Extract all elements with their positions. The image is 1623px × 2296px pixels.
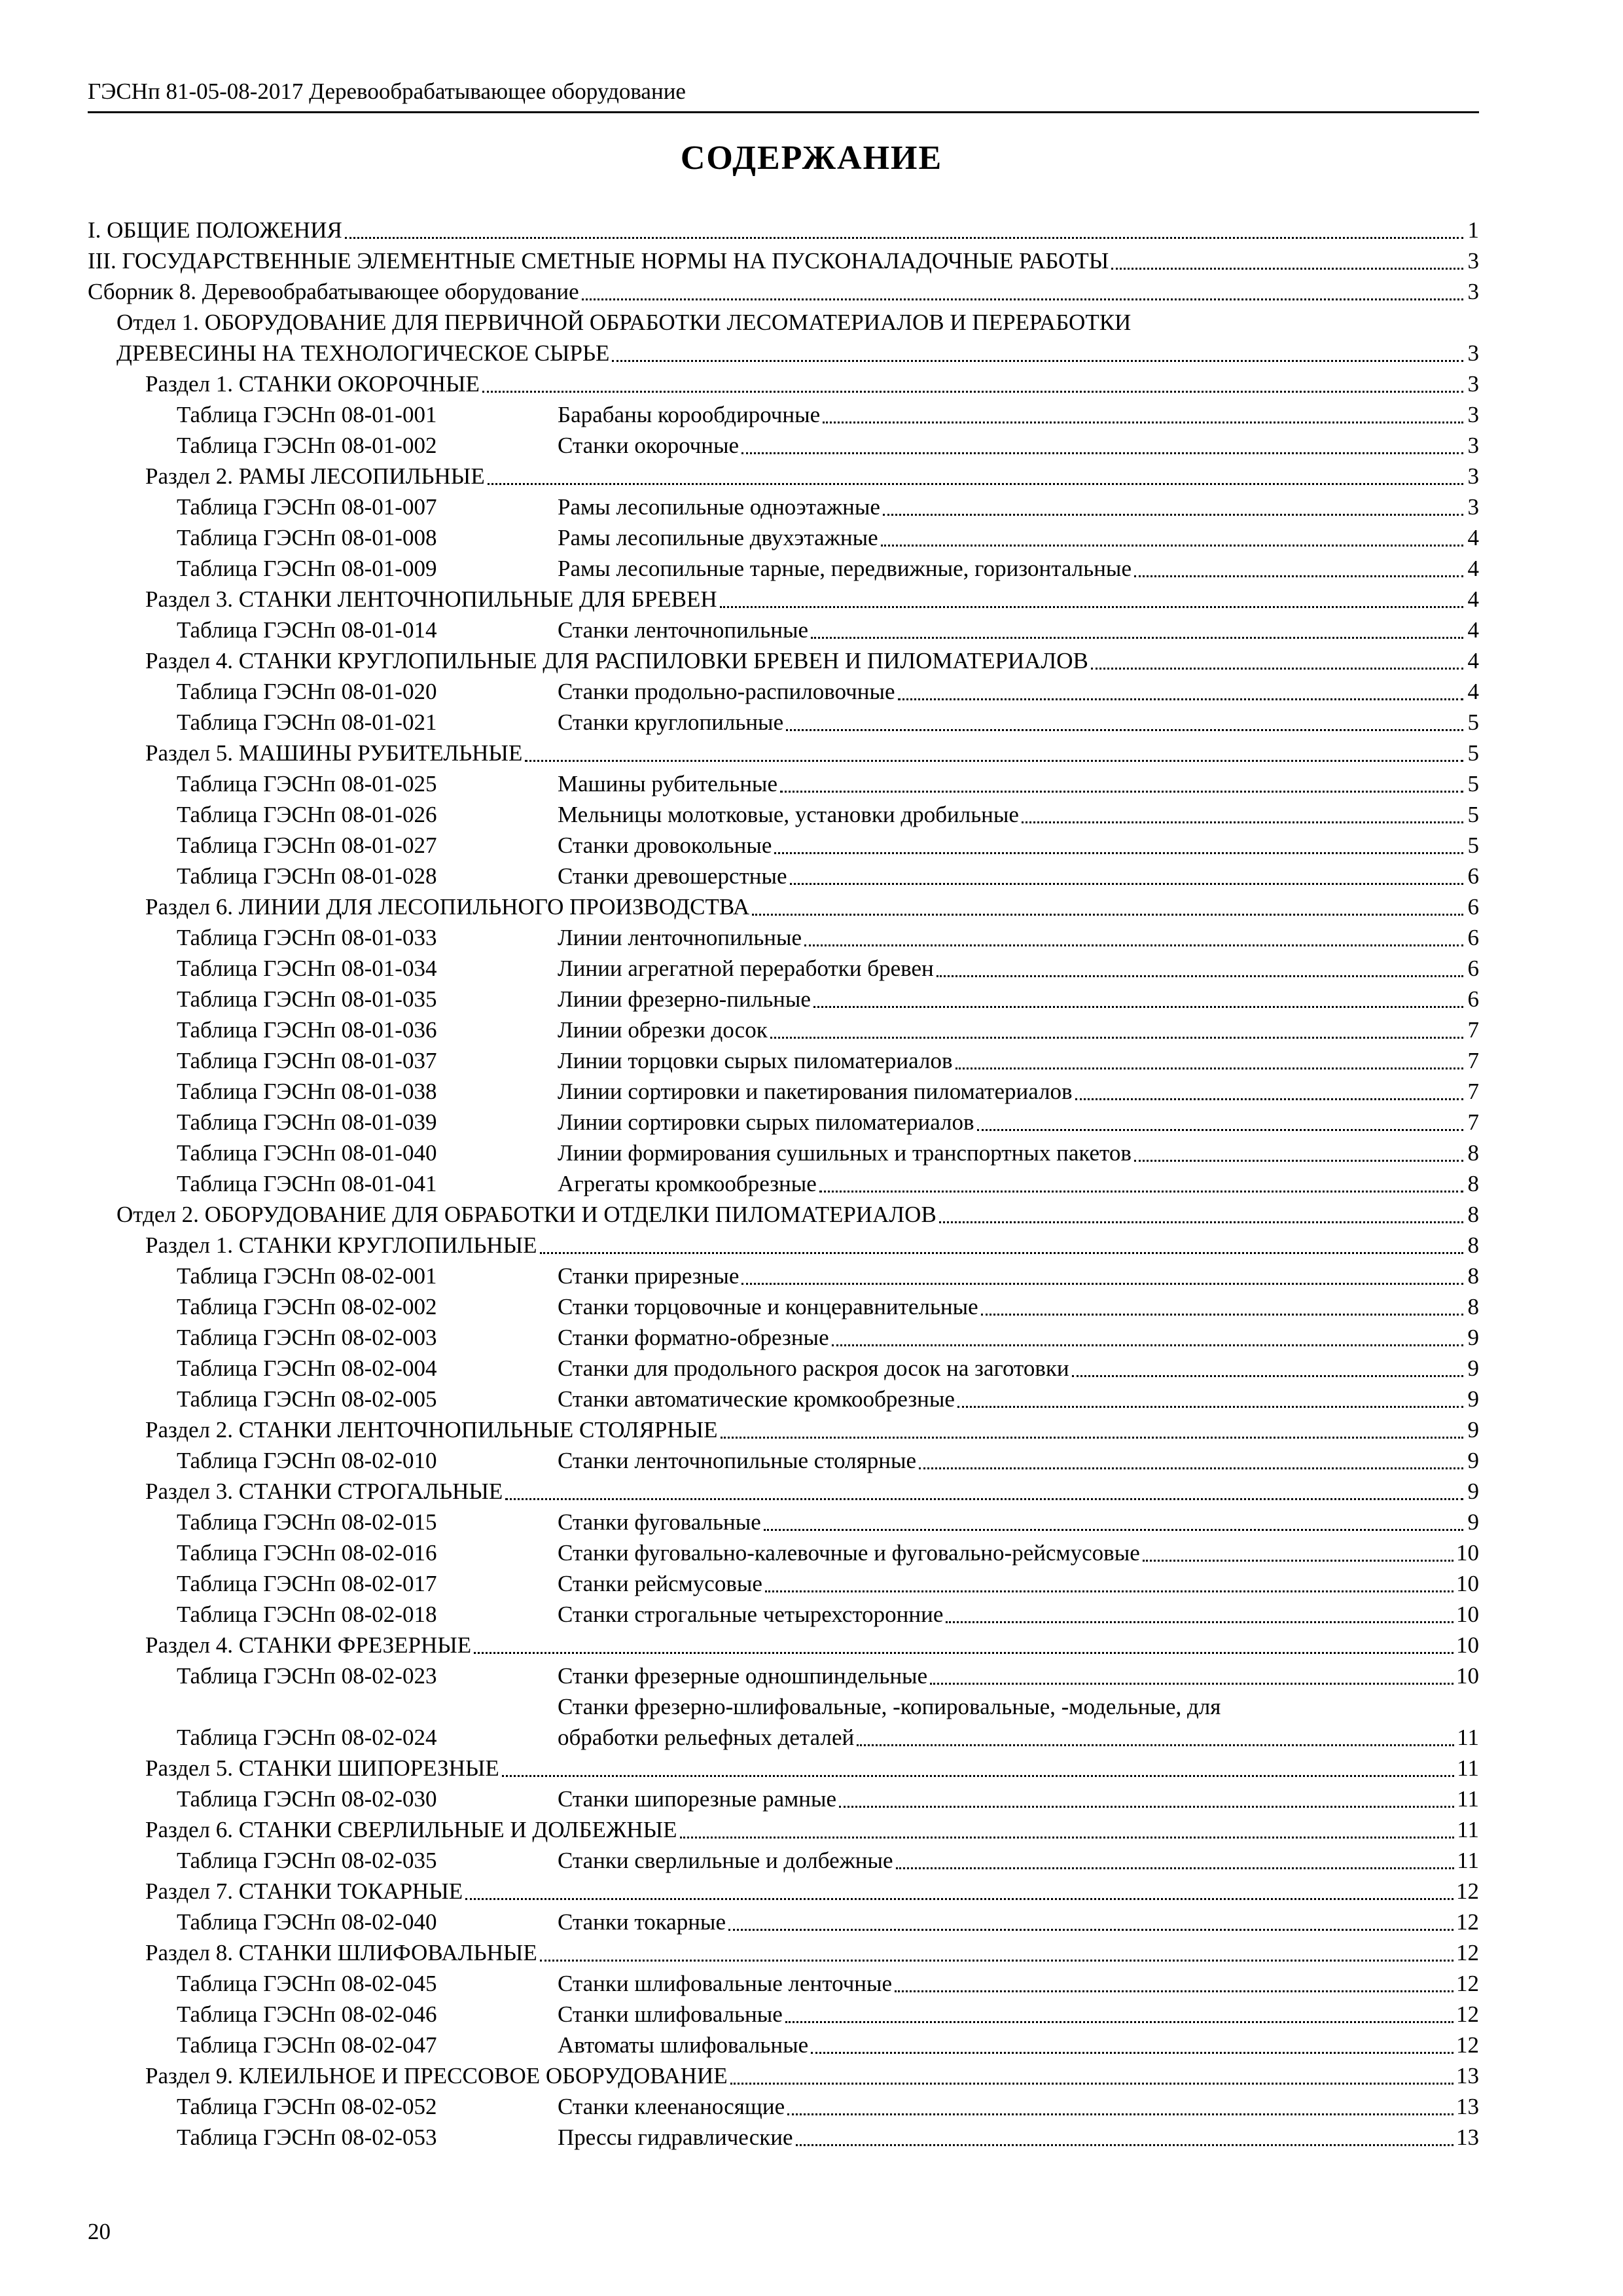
toc-section-entry[interactable] [88,645,1479,676]
toc-section-entry[interactable] [88,1753,1479,1784]
dot-leader [832,1344,1463,1346]
toc-entry-page: 6 [1467,894,1479,920]
toc-table-entry[interactable] [88,707,1479,738]
toc-section-entry[interactable] [88,1414,1479,1445]
toc-entry-page: 9 [1467,1509,1479,1535]
toc-entry-title: Раздел 3. СТАНКИ ЛЕНТОЧНОПИЛЬНЫЕ ДЛЯ БРЕВЕН [145,586,717,612]
toc-entry-title: Раздел 1. СТАНКИ КРУГЛОПИЛЬНЫЕ [145,1232,537,1258]
toc-table-entry[interactable] [88,1660,1479,1691]
toc-entry-title-continued: обработки рельефных деталей [558,1725,855,1750]
toc-section-entry[interactable] [88,215,1479,245]
toc-entry-code: Таблица ГЭСНп 08-01-028 [177,863,437,889]
toc-entry-code: Таблица ГЭСНп 08-02-053 [177,2125,437,2150]
toc-section-entry[interactable] [88,1230,1479,1261]
dot-leader [1022,821,1463,823]
toc-entry-code: Таблица ГЭСНп 08-01-034 [177,956,437,981]
toc-entry-title: Раздел 5. МАШИНЫ РУБИТЕЛЬНЫЕ [145,740,523,766]
toc-entry-page: 8 [1467,1232,1479,1258]
toc-entry-title: Линии ленточнопильные [558,925,802,950]
toc-entry-code: Таблица ГЭСНп 08-01-027 [177,833,437,858]
toc-table-entry[interactable] [88,1691,1479,1753]
toc-entry-title: Станки шлифовальные ленточные [558,1971,893,1996]
toc-entry-code: Таблица ГЭСНп 08-01-033 [177,925,437,950]
toc-entry-title: Станки прирезные [558,1263,740,1289]
toc-entry-page: 5 [1467,833,1479,858]
toc-entry-page: 8 [1467,1171,1479,1196]
toc-entry-title: Мельницы молотковые, установки дробильные [558,802,1019,827]
toc-entry-code: Таблица ГЭСНп 08-01-002 [177,433,437,458]
toc-entry-title: Автоматы шлифовальные [558,2032,809,2058]
toc-table-entry[interactable] [88,1107,1479,1138]
dot-leader [813,1006,1463,1008]
toc-entry-page: 8 [1467,1202,1479,1227]
dot-leader [881,545,1463,547]
dot-leader [1091,668,1463,670]
dot-leader [474,1652,1454,1654]
toc-entry-title: Станки шлифовальные [558,2001,783,2027]
dot-leader [1134,1160,1463,1162]
toc-entry-page: 4 [1467,556,1479,581]
toc-entry-page: 10 [1456,1632,1479,1658]
toc-table-entry[interactable] [88,522,1479,553]
toc-entry-code: Таблица ГЭСНп 08-02-047 [177,2032,437,2058]
toc-entry-title: Барабаны корообдирочные [558,402,821,427]
toc-table-entry[interactable] [88,1999,1479,2030]
toc-table-entry[interactable] [88,799,1479,830]
dot-leader [1134,575,1463,577]
toc-entry-title: Станки фуговально-калевочные и фуговально-рейсмусовые [558,1540,1140,1566]
toc-entry-page: 3 [1467,463,1479,489]
toc-entry-title: Раздел 7. СТАНКИ ТОКАРНЫЕ [145,1878,463,1904]
dot-leader [936,975,1463,977]
dot-leader [1075,1098,1463,1100]
toc-entry-code: Таблица ГЭСНп 08-02-002 [177,1294,437,1319]
toc-entry-code: Таблица ГЭСНп 08-02-003 [177,1325,437,1350]
toc-table-entry[interactable] [88,1138,1479,1168]
toc-entry-title: Станки форматно-обрезные [558,1325,829,1350]
dot-leader [540,1252,1463,1254]
dot-leader [741,1283,1463,1285]
toc-entry-page: 4 [1467,648,1479,673]
toc-table-entry[interactable] [88,1445,1479,1476]
toc-table-entry[interactable] [88,1537,1479,1568]
dot-leader [898,698,1464,700]
dot-leader [857,1744,1454,1746]
toc-table-entry[interactable] [88,615,1479,645]
toc-section-entry[interactable] [88,245,1479,276]
toc-section-entry[interactable] [88,1876,1479,1907]
toc-entry-title: Станки сверлильные и долбежные [558,1848,893,1873]
toc-entry-title: Рамы лесопильные тарные, передвижные, горизонтальные [558,556,1132,581]
toc-entry-title: Линии обрезки досок [558,1017,768,1043]
toc-entry-code: Таблица ГЭСНп 08-02-046 [177,2001,437,2027]
toc-section-entry[interactable] [88,461,1479,492]
toc-entry-code: Таблица ГЭСНп 08-01-035 [177,986,437,1012]
toc-table-entry[interactable] [88,1784,1479,1814]
dot-leader [977,1129,1463,1131]
toc-entry-code: Таблица ГЭСНп 08-02-052 [177,2094,437,2119]
toc-entry-page: 8 [1467,1294,1479,1319]
toc-table-entry[interactable] [88,2122,1479,2153]
toc-entry-code: Таблица ГЭСНп 08-02-010 [177,1448,437,1473]
toc-table-entry[interactable] [88,676,1479,707]
toc-entry-code: Таблица ГЭСНп 08-01-038 [177,1079,437,1104]
toc-table-entry[interactable] [88,1168,1479,1199]
toc-entry-title: Станки фуговальные [558,1509,761,1535]
dot-leader [811,2052,1454,2054]
dot-leader [765,1590,1454,1592]
toc-entry-code: Таблица ГЭСНп 08-01-014 [177,617,437,643]
toc-entry-code: Таблица ГЭСНп 08-02-024 [177,1725,437,1750]
dot-leader [1072,1375,1463,1377]
toc-table-entry[interactable] [88,1845,1479,1876]
toc-table-entry[interactable] [88,953,1479,984]
toc-entry-code: Таблица ГЭСНп 08-02-045 [177,1971,437,1996]
toc-entry-page: 5 [1467,740,1479,766]
toc-entry-title: Раздел 6. ЛИНИИ ДЛЯ ЛЕСОПИЛЬНОГО ПРОИЗВОДСТВА [145,894,750,920]
toc-entry-code: Таблица ГЭСНп 08-02-001 [177,1263,437,1289]
toc-entry-title: Станки дровокольные [558,833,772,858]
toc-entry-page: 10 [1456,1663,1479,1689]
toc-table-entry[interactable] [88,861,1479,891]
toc-entry-title: Станки токарные [558,1909,726,1935]
toc-entry-page: 9 [1467,1417,1479,1443]
dot-leader [796,2144,1454,2146]
toc-section-entry[interactable] [88,1630,1479,1660]
dot-leader [819,1191,1463,1193]
toc-section-entry[interactable] [88,584,1479,615]
toc-entry-code: Таблица ГЭСНп 08-01-039 [177,1109,437,1135]
toc-entry-page: 10 [1456,1540,1479,1566]
toc-entry-code: Таблица ГЭСНп 08-01-007 [177,494,437,520]
toc-entry-title: Отдел 1. ОБОРУДОВАНИЕ ДЛЯ ПЕРВИЧНОЙ ОБРАБОТКИ ЛЕСОМАТЕРИАЛОВ И ПЕРЕРАБОТКИ [116,310,1132,335]
toc-entry-page: 6 [1467,863,1479,889]
toc-entry-code: Таблица ГЭСНп 08-01-001 [177,402,437,427]
dot-leader [721,1437,1463,1439]
toc-entry-page: 3 [1467,340,1479,366]
toc-entry-code: Таблица ГЭСНп 08-02-030 [177,1786,437,1812]
toc-table-entry[interactable] [88,492,1479,522]
toc-entry-title: Раздел 8. СТАНКИ ШЛИФОВАЛЬНЫЕ [145,1940,537,1965]
toc-entry-page: 4 [1467,617,1479,643]
toc-table-entry[interactable] [88,1907,1479,1937]
dot-leader [981,1314,1463,1316]
page-number: 20 [88,2219,111,2244]
toc-entry-page: 11 [1457,1725,1479,1750]
toc-entry-page: 12 [1456,1971,1479,1996]
toc-entry-title: Раздел 6. СТАНКИ СВЕРЛИЛЬНЫЕ И ДОЛБЕЖНЫЕ [145,1817,677,1842]
toc-entry-page: 12 [1456,2032,1479,2058]
toc-entry-page: 3 [1467,494,1479,520]
toc-entry-page: 12 [1456,2001,1479,2027]
toc-entry-title: Линии торцовки сырых пиломатериалов [558,1048,953,1073]
toc-section-entry[interactable] [88,1937,1479,1968]
dot-leader [787,2113,1454,2115]
toc-entry-title: Прессы гидравлические [558,2125,793,2150]
toc-entry-code: Таблица ГЭСНп 08-02-040 [177,1909,437,1935]
toc-entry-title: Станки автоматические кромкообрезные [558,1386,955,1412]
toc-entry-title: III. ГОСУДАРСТВЕННЫЕ ЭЛЕМЕНТНЫЕ СМЕТНЫЕ НОРМЫ НА ПУСКОНАЛАДОЧНЫЕ РАБОТЫ [88,248,1109,274]
toc-table-entry[interactable] [88,1291,1479,1322]
toc-entry-title: I. ОБЩИЕ ПОЛОЖЕНИЯ [88,217,342,243]
toc-entry-title: Станки ленточнопильные столярные [558,1448,917,1473]
toc-entry-title: Раздел 3. СТАНКИ СТРОГАЛЬНЫЕ [145,1479,503,1504]
dot-leader [540,1960,1454,1962]
toc-entry-code: Таблица ГЭСНп 08-02-018 [177,1602,437,1627]
toc-entry-title: Сборник 8. Деревообрабатывающее оборудование [88,279,579,304]
toc-table-entry[interactable] [88,553,1479,584]
dot-leader [728,1929,1454,1931]
toc-entry-code: Таблица ГЭСНп 08-01-041 [177,1171,437,1196]
toc-entry-page: 9 [1467,1448,1479,1473]
toc-entry-code: Таблица ГЭСНп 08-01-021 [177,709,437,735]
toc-entry-page: 11 [1457,1786,1479,1812]
toc-entry-page: 7 [1467,1109,1479,1135]
dot-leader [502,1775,1455,1777]
toc-entry-code: Таблица ГЭСНп 08-02-023 [177,1663,437,1689]
dot-leader [786,729,1463,731]
toc-entry-page: 7 [1467,1079,1479,1104]
toc-entry-code: Таблица ГЭСНп 08-02-035 [177,1848,437,1873]
toc-entry-page: 11 [1457,1755,1479,1781]
toc-entry-title: Линии сортировки сырых пиломатериалов [558,1109,974,1135]
toc-entry-code: Таблица ГЭСНп 08-02-004 [177,1355,437,1381]
dot-leader [612,360,1463,362]
toc-entry-title: Машины рубительные [558,771,777,797]
toc-entry-title: Раздел 5. СТАНКИ ШИПОРЕЗНЫЕ [145,1755,499,1781]
toc-entry-page: 9 [1467,1355,1479,1381]
toc-entry-title: Станки для продольного раскроя досок на заготовки [558,1355,1069,1381]
dot-leader [488,483,1463,485]
dot-leader [720,606,1463,608]
toc-entry-code: Таблица ГЭСНп 08-01-008 [177,525,437,550]
toc-entry-title: Отдел 2. ОБОРУДОВАНИЕ ДЛЯ ОБРАБОТКИ И ОТДЕЛКИ ПИЛОМАТЕРИАЛОВ [116,1202,936,1227]
dot-leader [804,944,1463,946]
dot-leader [1111,268,1463,270]
toc-entry-page: 8 [1467,1140,1479,1166]
toc-table-entry[interactable] [88,1968,1479,1999]
running-header: ГЭСНп 81-05-08-2017 Деревообрабатывающее оборудование [88,77,1479,113]
toc-entry-page: 12 [1456,1909,1479,1935]
toc-entry-page: 8 [1467,1263,1479,1289]
toc-entry-title: Линии формирования сушильных и транспортных пакетов [558,1140,1132,1166]
toc-section-entry[interactable] [88,368,1479,399]
toc-entry-page: 13 [1456,2094,1479,2119]
toc-table-entry[interactable] [88,399,1479,430]
toc-entry-page: 9 [1467,1325,1479,1350]
toc-table-entry[interactable] [88,1014,1479,1045]
dot-leader [955,1067,1464,1069]
dot-leader [839,1806,1454,1808]
dot-leader [582,298,1463,300]
dot-leader [930,1683,1454,1685]
toc-table-entry[interactable] [88,1384,1479,1414]
toc-entry-title-continued: ДРЕВЕСИНЫ НА ТЕХНОЛОГИЧЕСКОЕ СЫРЬЕ [116,340,610,366]
toc-section-entry[interactable] [88,738,1479,768]
dot-leader [957,1406,1463,1408]
toc-entry-page: 6 [1467,986,1479,1012]
dot-leader [895,1990,1454,1992]
toc-entry-title: Раздел 1. СТАНКИ ОКОРОЧНЫЕ [145,371,480,397]
toc-table-entry[interactable] [88,430,1479,461]
toc-entry-title: Станки продольно-распиловочные [558,679,895,704]
dot-leader [345,237,1463,239]
dot-leader [525,760,1463,762]
toc-entry-title: Линии фрезерно-пильные [558,986,811,1012]
toc-entry-page: 1 [1467,217,1479,243]
toc-entry-title: Раздел 4. СТАНКИ КРУГЛОПИЛЬНЫЕ ДЛЯ РАСПИЛОВКИ БРЕВЕН И ПИЛОМАТЕРИАЛОВ [145,648,1088,673]
toc-entry-code: Таблица ГЭСНп 08-01-009 [177,556,437,581]
toc-entry-page: 7 [1467,1017,1479,1043]
dot-leader [811,637,1463,639]
toc-entry-title: Раздел 2. РАМЫ ЛЕСОПИЛЬНЫЕ [145,463,485,489]
toc-entry-code: Таблица ГЭСНп 08-01-025 [177,771,437,797]
toc-entry-title: Станки окорочные [558,433,740,458]
toc-entry-title: Раздел 9. КЛЕИЛЬНОЕ И ПРЕССОВОЕ ОБОРУДОВАНИЕ [145,2063,728,2089]
toc-entry-code: Таблица ГЭСНп 08-01-026 [177,802,437,827]
toc-entry-title: Станки рейсмусовые [558,1571,762,1596]
dot-leader [939,1221,1463,1223]
toc-section-entry[interactable] [88,1476,1479,1507]
toc-table-entry[interactable] [88,1261,1479,1291]
toc-entry-page: 11 [1457,1848,1479,1873]
toc-table-entry[interactable] [88,1322,1479,1353]
toc-entry-title: Линии агрегатной переработки бревен [558,956,934,981]
toc-entry-title: Раздел 4. СТАНКИ ФРЕЗЕРНЫЕ [145,1632,472,1658]
toc-entry-title: Станки фрезерно-шлифовальные, -копировальные, -модельные, для [558,1694,1221,1719]
dot-leader [790,883,1463,885]
page-title: СОДЕРЖАНИЕ [680,139,943,177]
toc-entry-page: 5 [1467,771,1479,797]
toc-entry-code: Таблица ГЭСНп 08-02-005 [177,1386,437,1412]
toc-entry-code: Таблица ГЭСНп 08-01-040 [177,1140,437,1166]
dot-leader [780,791,1463,793]
toc-entry-code: Таблица ГЭСНп 08-02-017 [177,1571,437,1596]
dot-leader [896,1867,1455,1869]
toc-entry-title: Агрегаты кромкообрезные [558,1171,817,1196]
toc-table-entry[interactable] [88,1045,1479,1076]
toc-entry-title: Станки шипорезные рамные [558,1786,837,1812]
dot-leader [774,852,1463,854]
toc-entry-title: Рамы лесопильные двухэтажные [558,525,878,550]
toc-entry-page: 12 [1456,1940,1479,1965]
toc-table-entry[interactable] [88,2030,1479,2060]
dot-leader [1143,1560,1454,1562]
toc-table-entry[interactable] [88,984,1479,1014]
toc-table-entry[interactable] [88,1076,1479,1107]
toc-entry-title: Станки строгальные четырехсторонние [558,1602,944,1627]
dot-leader [823,422,1463,423]
toc-entry-title: Рамы лесопильные одноэтажные [558,494,880,520]
toc-entry-title: Станки круглопильные [558,709,784,735]
toc-table-entry[interactable] [88,1568,1479,1599]
toc-section-entry[interactable] [88,891,1479,922]
dot-leader [741,452,1463,454]
toc-entry-title: Станки торцовочные и концеравнительные [558,1294,978,1319]
dot-leader [883,514,1463,516]
toc-table-entry[interactable] [88,768,1479,799]
toc-entry-page: 9 [1467,1479,1479,1504]
toc-entry-page: 7 [1467,1048,1479,1073]
toc-entry-page: 3 [1467,279,1479,304]
toc-entry-page: 6 [1467,956,1479,981]
toc-entry-page: 4 [1467,525,1479,550]
toc-table-entry[interactable] [88,922,1479,953]
toc-entry-page: 4 [1467,586,1479,612]
dot-leader [465,1898,1454,1900]
dot-leader [505,1498,1463,1500]
table-of-contents [88,215,1479,2153]
toc-table-entry[interactable] [88,2091,1479,2122]
toc-entry-code: Таблица ГЭСНп 08-01-020 [177,679,437,704]
dot-leader [764,1529,1463,1531]
toc-entry-page: 13 [1456,2063,1479,2089]
toc-entry-page: 11 [1457,1817,1479,1842]
toc-entry-title: Станки клеенаносящие [558,2094,785,2119]
toc-entry-code: Таблица ГЭСНп 08-02-016 [177,1540,437,1566]
toc-section-entry[interactable] [88,2060,1479,2091]
toc-table-entry[interactable] [88,1353,1479,1384]
toc-entry-code: Таблица ГЭСНп 08-02-015 [177,1509,437,1535]
toc-entry-page: 5 [1467,802,1479,827]
toc-entry-page: 3 [1467,433,1479,458]
toc-section-entry[interactable] [88,1199,1479,1230]
toc-entry-page: 6 [1467,925,1479,950]
toc-table-entry[interactable] [88,1507,1479,1537]
dot-leader [770,1037,1463,1039]
toc-entry-page: 3 [1467,371,1479,397]
toc-entry-title: Станки фрезерные одношпиндельные [558,1663,928,1689]
toc-entry-title: Раздел 2. СТАНКИ ЛЕНТОЧНОПИЛЬНЫЕ СТОЛЯРНЫЕ [145,1417,718,1443]
dot-leader [680,1837,1455,1839]
toc-section-entry[interactable] [88,307,1479,368]
toc-entry-page: 3 [1467,402,1479,427]
dot-leader [752,914,1463,916]
dot-leader [946,1621,1454,1623]
toc-entry-page: 9 [1467,1386,1479,1412]
dot-leader [785,2021,1454,2023]
dot-leader [730,2083,1454,2085]
toc-section-entry[interactable] [88,276,1479,307]
toc-entry-page: 10 [1456,1571,1479,1596]
dot-leader [482,391,1463,393]
toc-entry-page: 13 [1456,2125,1479,2150]
toc-entry-page: 5 [1467,709,1479,735]
toc-section-entry[interactable] [88,1814,1479,1845]
toc-table-entry[interactable] [88,1599,1479,1630]
toc-entry-page: 3 [1467,248,1479,274]
dot-leader [919,1467,1463,1469]
toc-entry-title: Станки ленточнопильные [558,617,809,643]
toc-entry-code: Таблица ГЭСНп 08-01-037 [177,1048,437,1073]
toc-entry-title: Станки древошерстные [558,863,787,889]
toc-entry-page: 12 [1456,1878,1479,1904]
toc-entry-page: 10 [1456,1602,1479,1627]
toc-table-entry[interactable] [88,830,1479,861]
toc-entry-code: Таблица ГЭСНп 08-01-036 [177,1017,437,1043]
toc-entry-title: Линии сортировки и пакетирования пиломатериалов [558,1079,1073,1104]
toc-entry-page: 4 [1467,679,1479,704]
